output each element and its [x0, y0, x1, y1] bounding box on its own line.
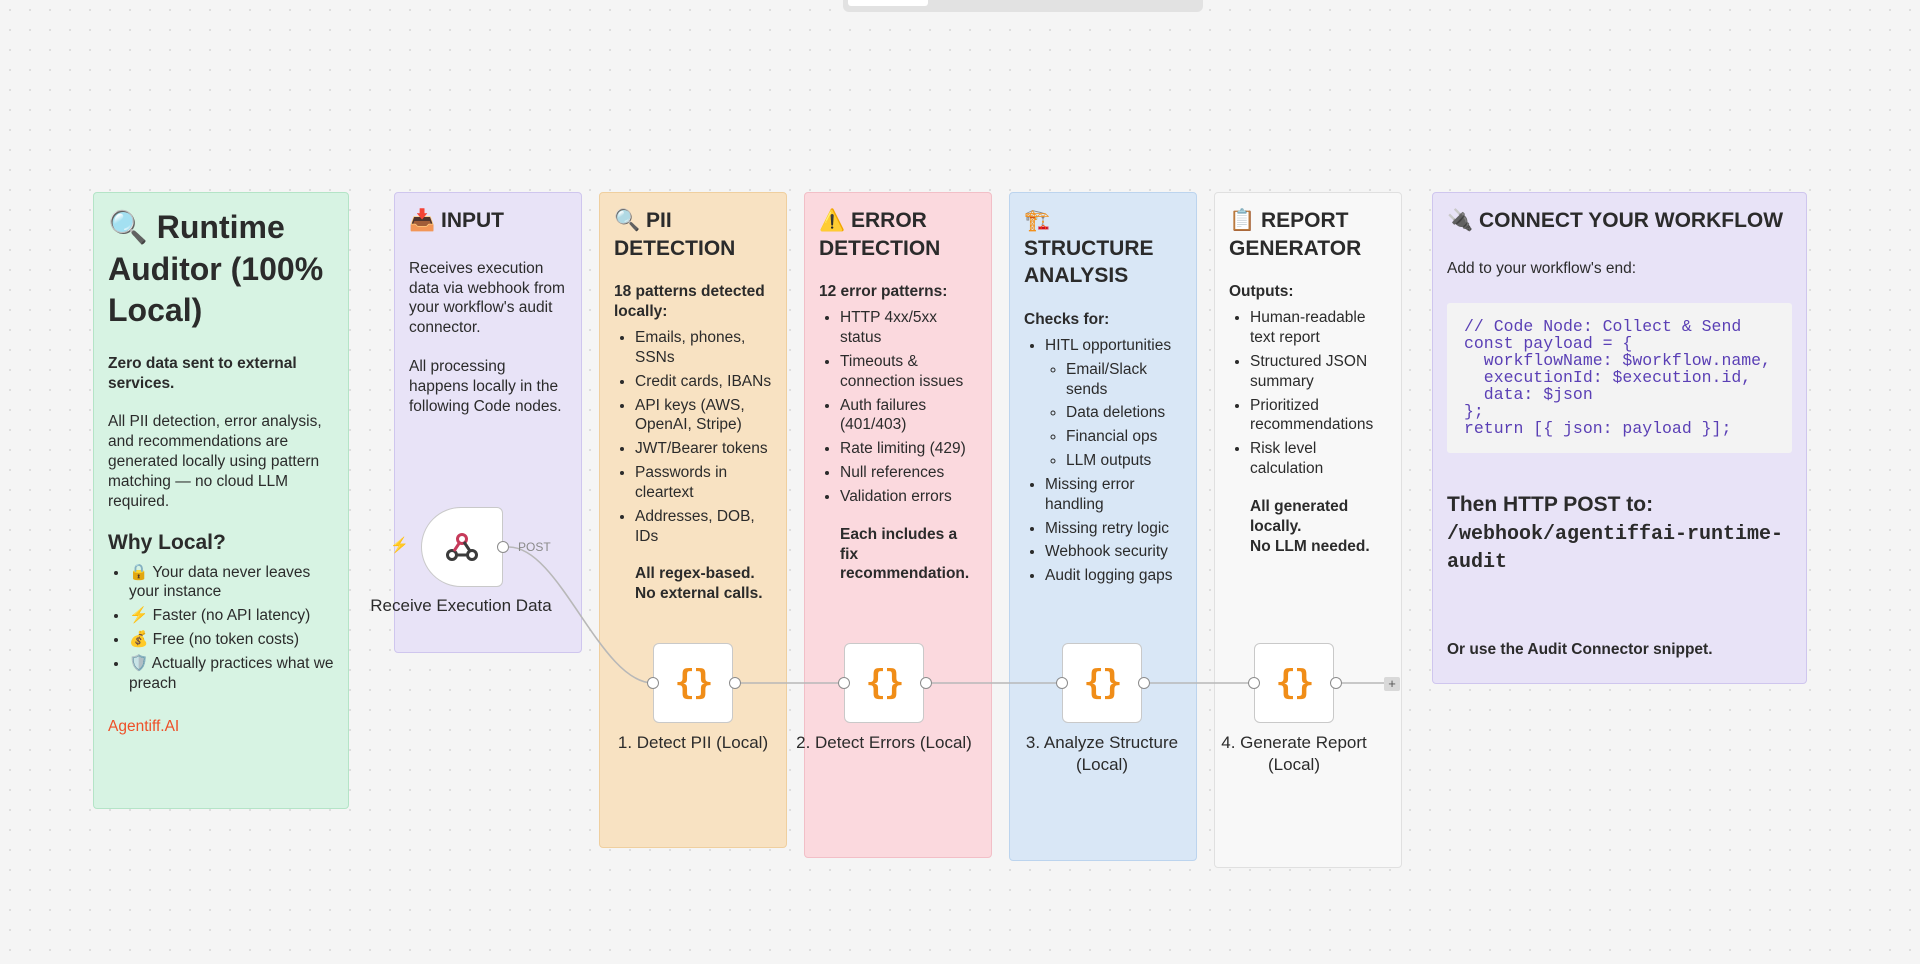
list-item: ◦ Financial ops — [1066, 427, 1182, 447]
input-port[interactable] — [838, 677, 850, 689]
list-item: • Missing error handling — [1045, 475, 1182, 515]
trigger-bolt-icon: ⚡ — [390, 537, 409, 554]
sticky-note-error-detection[interactable] — [804, 192, 992, 858]
list-item: • Missing retry logic — [1045, 519, 1182, 539]
list-item-label: HITL opportunities — [1045, 336, 1172, 354]
detect-errors-node[interactable] — [844, 643, 924, 723]
error-title: ⚠️ ERROR DETECTION — [819, 209, 941, 260]
connect-title: 🔌 CONNECT YOUR WORKFLOW — [1447, 209, 1784, 232]
add-node-button[interactable]: + — [1384, 677, 1400, 691]
analyze-structure-label: 3. Analyze Structure (Local) — [1025, 733, 1179, 774]
input-port[interactable] — [647, 677, 659, 689]
output-port[interactable] — [729, 677, 741, 689]
output-port[interactable] — [920, 677, 932, 689]
input-processing-note: All processing happens locally in the following Code nodes. — [409, 358, 562, 415]
detect-errors-label: 2. Detect Errors (Local) — [796, 733, 972, 752]
list-item: • Structured JSON summary — [1250, 352, 1387, 392]
error-footer: Each includes a fix recommendation. — [840, 525, 970, 583]
list-item: • Risk level calculation — [1250, 439, 1387, 479]
list-item: • 🛡️ Actually practices what we preach — [129, 654, 334, 694]
list-item: • 💰 Free (no token costs) — [129, 630, 334, 650]
connect-lead: Add to your workflow's end: — [1447, 259, 1637, 277]
input-title: 📥 INPUT — [409, 209, 504, 232]
why-local-list — [108, 563, 334, 694]
post-title: Then HTTP POST to: — [1447, 492, 1654, 516]
code-braces-icon: {} — [674, 663, 712, 703]
webhook-output-port[interactable] — [497, 541, 509, 553]
list-item — [1045, 336, 1182, 471]
list-item: • Rate limiting (429) — [840, 439, 977, 459]
pii-title: 🔍 PII DETECTION — [614, 209, 736, 260]
generate-report-label: 4. Generate Report (Local) — [1221, 733, 1367, 774]
why-local-heading: Why Local? — [108, 530, 226, 554]
webhook-url: /webhook/agentiffai-runtime-audit — [1447, 522, 1784, 574]
detect-pii-node[interactable] — [653, 643, 733, 723]
detect-pii-label: 1. Detect PII (Local) — [617, 733, 769, 752]
output-port[interactable] — [1138, 677, 1150, 689]
list-item: • 🔒 Your data never leaves your instance — [129, 563, 334, 603]
error-pattern-list — [819, 308, 977, 506]
input-port[interactable] — [1248, 677, 1260, 689]
webhook-icon — [445, 532, 479, 562]
output-port[interactable] — [1330, 677, 1342, 689]
code-braces-icon: {} — [865, 663, 903, 703]
list-item: ◦ LLM outputs — [1066, 451, 1182, 471]
list-item: • Addresses, DOB, IDs — [635, 507, 772, 547]
list-item: • Timeouts & connection issues — [840, 352, 977, 392]
code-braces-icon: {} — [1083, 663, 1121, 703]
webhook-method-label: POST — [518, 540, 551, 554]
webhook-node[interactable] — [421, 507, 503, 587]
error-lead: 12 error patterns: — [819, 283, 948, 301]
webhook-node-label: Receive Execution Data — [370, 596, 552, 615]
list-item: • Validation errors — [840, 487, 977, 507]
sticky-note-connect-workflow[interactable] — [1432, 192, 1807, 684]
list-item: • Emails, phones, SSNs — [635, 328, 772, 368]
list-item: • Credit cards, IBANs — [635, 372, 772, 392]
pii-pattern-list — [614, 328, 772, 546]
connect-footer: Or use the Audit Connector snippet. — [1447, 640, 1713, 658]
report-title: 📋 REPORT GENERATOR — [1229, 209, 1362, 260]
structure-title: 🏗️ STRUCTURE ANALYSIS — [1024, 209, 1154, 288]
input-description: Receives execution data via webhook from your workflow's audit connector. — [409, 259, 565, 337]
list-item: • ⚡ Faster (no API latency) — [129, 606, 334, 626]
sticky-note-intro[interactable] — [93, 192, 349, 809]
pii-footer-no-external: No external calls. — [635, 585, 763, 603]
toolbar-tab-active[interactable] — [848, 0, 928, 6]
analyze-structure-node[interactable] — [1062, 643, 1142, 723]
report-footer-no-llm: No LLM needed. — [1250, 537, 1370, 555]
list-item: • Passwords in cleartext — [635, 463, 772, 503]
pii-footer-regex: All regex-based. — [635, 565, 755, 583]
list-item: • Null references — [840, 463, 977, 483]
generate-report-node[interactable] — [1254, 643, 1334, 723]
list-item: • Prioritized recommendations — [1250, 396, 1387, 436]
report-lead: Outputs: — [1229, 283, 1294, 301]
list-item: • HTTP 4xx/5xx status — [840, 308, 977, 348]
list-item: ◦ Email/Slack sends — [1066, 360, 1182, 400]
list-item: • Human-readable text report — [1250, 308, 1387, 348]
input-port[interactable] — [1056, 677, 1068, 689]
intro-body: All PII detection, error analysis, and recommendations are generated locally using pattern matching — no cloud LLM required. — [108, 413, 322, 510]
code-snippet[interactable]: // Code Node: Collect & Send const payload = { workflowName: $workflow.name, executionId: $execution.id, data: $json }; return [{ json: payload }]; — [1447, 303, 1792, 453]
list-item: ◦ Data deletions — [1066, 403, 1182, 423]
list-item: • Auth failures (401/403) — [840, 396, 977, 436]
list-item: • JWT/Bearer tokens — [635, 439, 772, 459]
report-output-list — [1229, 308, 1387, 479]
report-footer-local: All generated locally. — [1250, 497, 1349, 535]
brand-link[interactable]: Agentiff.AI — [108, 717, 180, 735]
list-item: • Audit logging gaps — [1045, 566, 1182, 586]
structure-check-list — [1024, 336, 1182, 586]
code-braces-icon: {} — [1275, 663, 1313, 703]
intro-title: 🔍 Runtime Auditor (100% Local) — [108, 209, 324, 329]
pii-lead: 18 patterns detected locally: — [614, 283, 765, 321]
list-item: • API keys (AWS, OpenAI, Stripe) — [635, 396, 772, 436]
intro-lead: Zero data sent to external services. — [108, 354, 297, 392]
list-item: • Webhook security — [1045, 542, 1182, 562]
canvas-top-toolbar[interactable] — [843, 0, 1203, 12]
structure-lead: Checks for: — [1024, 311, 1110, 329]
hitl-sublist — [1045, 360, 1182, 471]
